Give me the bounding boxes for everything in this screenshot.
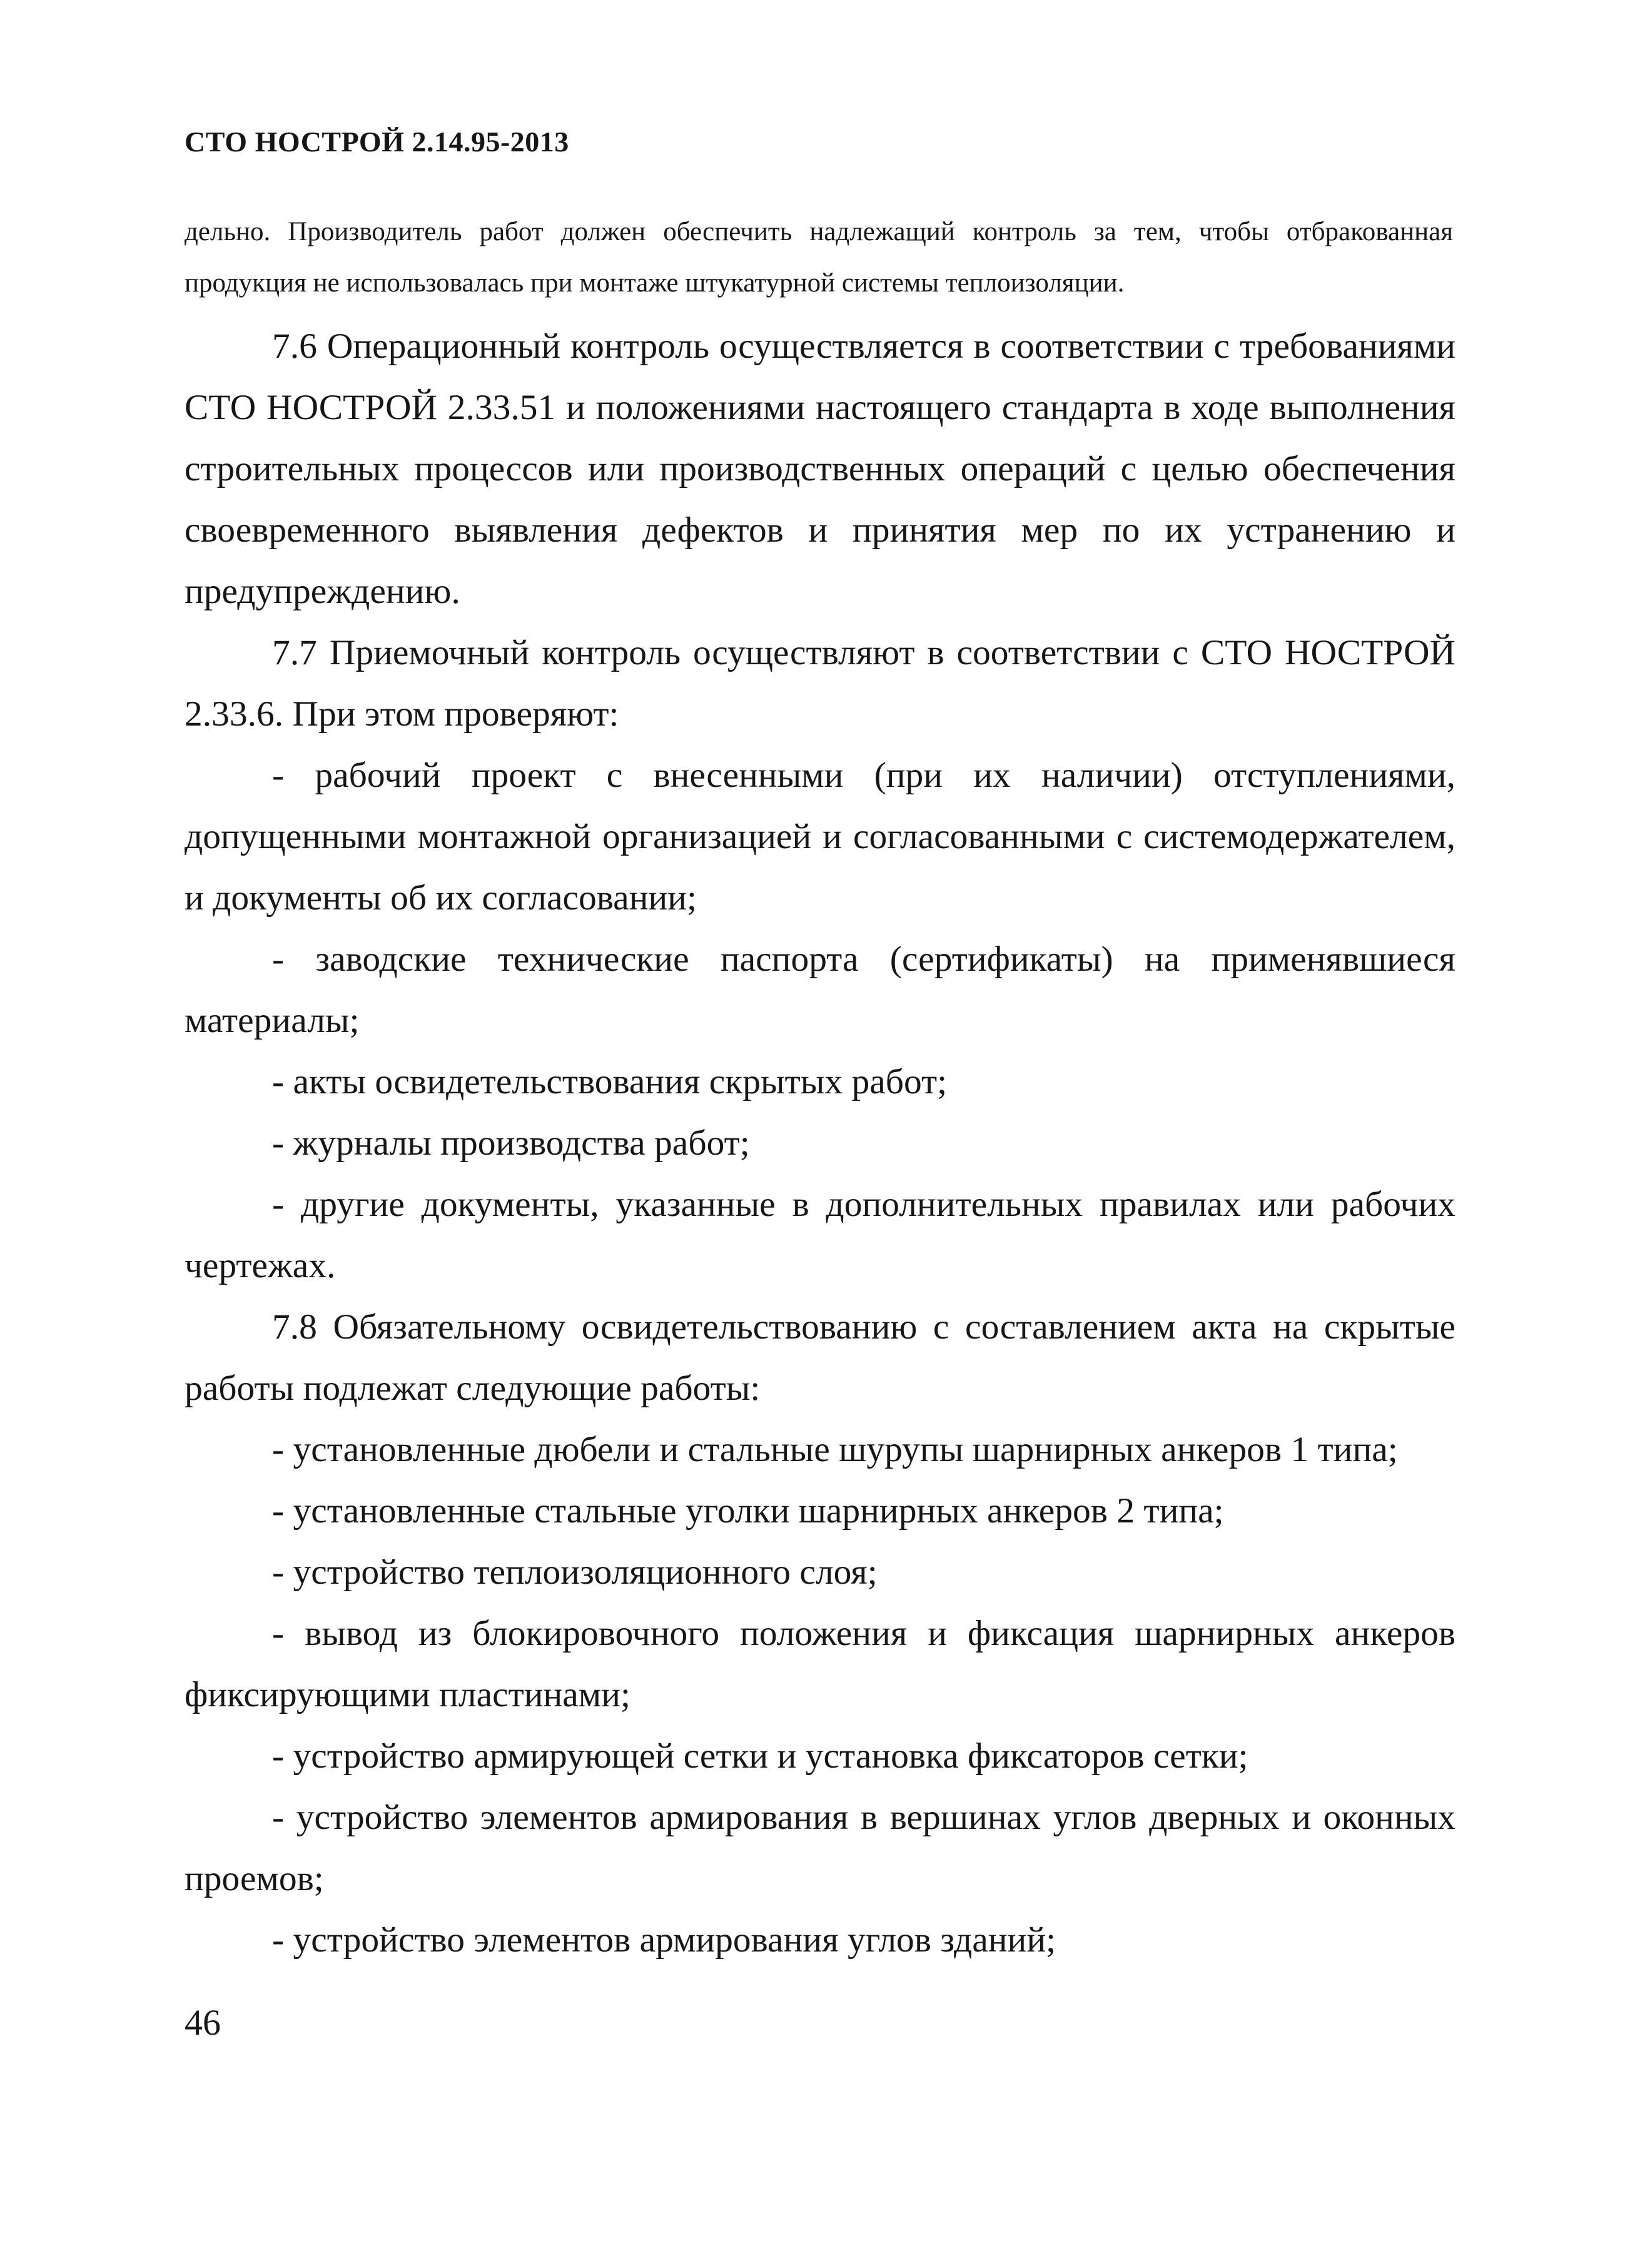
list-item: - устройство элементов армирования в вершинах углов дверных и оконных проемов; — [185, 1798, 1455, 1898]
list-item: - журналы производства работ; — [272, 1123, 750, 1163]
list-item: - устройство армирующей сетки и установка фиксаторов сетки; — [272, 1736, 1248, 1776]
list-item: - другие документы, указанные в дополнительных правилах или рабочих чертежах. — [185, 1185, 1455, 1285]
list-item: - установленные стальные уголки шарнирных анкеров 2 типа; — [272, 1491, 1224, 1531]
list-item: - установленные дюбели и стальные шурупы шарнирных анкеров 1 типа; — [272, 1430, 1398, 1469]
list-item: - акты освидетельствования скрытых работ; — [272, 1062, 948, 1101]
list-item: - рабочий проект с внесенными (при их наличии) отступлениями, допущенными монтажной организацией и согласованными с системодержателем, и документы об их согласовании; — [185, 756, 1455, 918]
body-text — [185, 316, 1455, 1971]
lead-paragraph: дельно. Производитель работ должен обеспечить надлежащий контроль за тем, чтобы отбракованная продукция не использовалась при монтаже штукатурной системы теплоизоляции. — [185, 217, 1453, 298]
page-number: 46 — [185, 2002, 221, 2043]
paragraph-7-6: 7.6 Операционный контроль осуществляется в соответствии с требованиями СТО НОСТРОЙ 2.33.51 и положениями настоящего стандарта в ходе выполнения строительных процессов или производственных операций с целью обеспечения своевременного выявления дефектов и принятия мер по их устранению и предупреждению. — [185, 327, 1455, 611]
list-item: - вывод из блокировочного положения и фиксация шарнирных анкеров фиксирующими пластинами; — [185, 1614, 1455, 1714]
list-item: - устройство элементов армирования углов зданий; — [272, 1920, 1056, 1960]
list-item: - заводские технические паспорта (сертификаты) на применявшиеся материалы; — [185, 939, 1455, 1040]
paragraph-7-7: 7.7 Приемочный контроль осуществляют в соответствии с СТО НОСТРОЙ 2.33.6. При этом проверяют: — [185, 633, 1455, 734]
document-header: СТО НОСТРОЙ 2.14.95-2013 — [185, 126, 569, 158]
paragraph-7-8: 7.8 Обязательному освидетельствованию с составлением акта на скрытые работы подлежат следующие работы: — [185, 1307, 1455, 1408]
list-item: - устройство теплоизоляционного слоя; — [272, 1552, 878, 1592]
